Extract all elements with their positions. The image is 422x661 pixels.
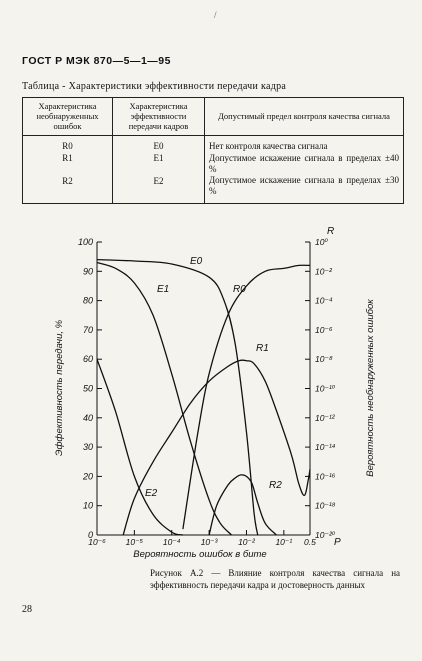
series-line-e1: [97, 263, 232, 536]
table-cell-r-codes: R0 R1 R2: [23, 136, 113, 203]
series-label-e2: E2: [145, 488, 158, 499]
series-label-r2: R2: [269, 480, 282, 491]
series-line-e2: [97, 359, 183, 535]
y-right-tick-label: 10⁻²⁰: [315, 530, 336, 540]
y-left-tick-label: 20: [82, 471, 93, 482]
y-left-tick-label: 90: [82, 266, 93, 277]
y-right-tick-label: 10⁻¹⁴: [315, 442, 336, 453]
y-right-tick-label: 10⁻⁶: [315, 324, 333, 335]
y-right-tick-label: 10⁻²: [315, 266, 332, 277]
y-left-tick-label: 80: [82, 295, 93, 306]
y-left-tick-label: 40: [82, 412, 93, 423]
y-right-axis-title: Вероятность необнаруженных ошибок: [365, 299, 376, 477]
series-label-e1: E1: [157, 284, 170, 295]
y-left-tick-label: 30: [82, 442, 93, 453]
series-line-e0: [97, 260, 258, 535]
y-left-tick-label: 70: [82, 324, 93, 335]
x-tick-label: 10⁻⁴: [162, 537, 181, 547]
y-right-tick-label: 10⁻⁴: [315, 295, 333, 306]
series-label-r1: R1: [256, 343, 269, 354]
y-left-axis-title: Эффективность передачи, %: [54, 319, 65, 457]
figure-caption: Рисунок А.2 — Влияние контроля качества сигнала на эффективность передачи кадра и достоверность данных: [150, 568, 400, 591]
right-axis-title: R: [327, 226, 335, 237]
page-mark: /: [214, 10, 217, 20]
series-line-r0: [183, 265, 310, 529]
table-cell-e-codes: E0 E1 E2: [113, 136, 205, 203]
y-right-tick-label: 10⁻¹⁸: [315, 500, 336, 511]
x-axis-end-label: P: [334, 537, 341, 548]
table-header-frame-efficiency: Характеристика эффективности передачи кадров: [113, 98, 205, 136]
y-right-tick-label: 10⁻¹⁰: [315, 383, 336, 394]
y-left-tick-label: 60: [82, 354, 93, 365]
y-right-tick-label: 10⁻¹⁶: [315, 471, 336, 482]
page-number: 28: [22, 604, 32, 615]
y-left-tick-label: 0: [87, 530, 93, 540]
x-tick-label: 0.5: [304, 537, 316, 547]
x-tick-label: 10⁻⁵: [125, 537, 144, 547]
series-label-r0: R0: [233, 284, 246, 295]
table-header-undetected-errors: Характеристика необнаруженных ошибок: [23, 98, 113, 136]
series-label-e0: E0: [190, 256, 203, 267]
table-row: [23, 136, 404, 203]
table-cell-descriptions: Нет контроля качества сигнала Допустимое искажение сигнала в пределах ±40 % Допустимое искажение сигнала в пределах ±30 %: [205, 136, 404, 203]
x-tick-label: 10⁻³: [200, 537, 218, 547]
y-left-tick-label: 100: [77, 237, 93, 247]
y-left-tick-label: 50: [82, 383, 93, 394]
x-tick-label: 10⁻²: [238, 537, 255, 547]
table-header-signal-limit: Допустимый предел контроля качества сигнала: [205, 98, 404, 136]
y-left-tick-label: 10: [82, 500, 93, 511]
table-caption: Таблица - Характеристики эффективности передачи кадра: [22, 81, 287, 92]
y-right-tick-label: 10⁻¹²: [315, 412, 335, 423]
x-tick-label: 10⁻⁶: [88, 537, 106, 547]
y-right-tick-label: 10⁰: [315, 237, 328, 247]
document-header: ГОСТ Р МЭК 870—5—1—95: [22, 55, 171, 67]
x-axis-title: Вероятность ошибок в бите: [133, 549, 267, 560]
series-line-r2: [209, 475, 276, 535]
series-line-r1: [123, 360, 310, 535]
x-tick-label: 10⁻¹: [275, 537, 293, 547]
performance-table: [22, 97, 404, 204]
efficiency-chart: [0, 220, 422, 560]
y-right-tick-label: 10⁻⁸: [315, 354, 333, 365]
